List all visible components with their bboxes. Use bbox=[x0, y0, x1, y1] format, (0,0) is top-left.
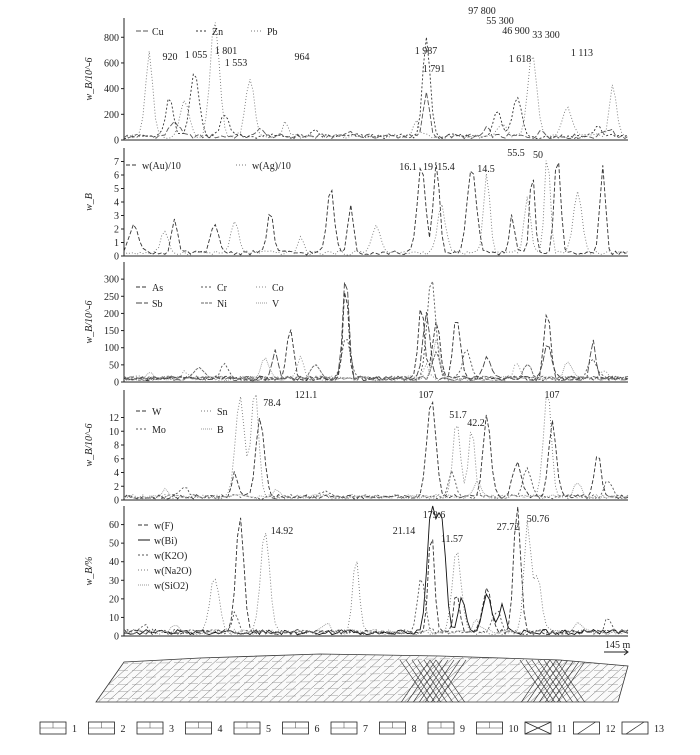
y-tick-label: 12 bbox=[109, 413, 119, 424]
legend-number: 4 bbox=[217, 724, 223, 735]
legend-entry bbox=[136, 407, 162, 418]
legend-label: w(K2O) bbox=[154, 551, 188, 562]
legend-label: w(Au)/10 bbox=[142, 161, 181, 172]
legend-lithology-13 bbox=[622, 722, 664, 735]
legend-lithology-7 bbox=[331, 722, 368, 735]
legend-entry bbox=[256, 283, 284, 294]
legend-entry bbox=[196, 27, 223, 38]
legend-number: 6 bbox=[314, 724, 320, 735]
y-tick-label: 10 bbox=[109, 426, 119, 438]
data-label: 51.7 bbox=[449, 410, 467, 421]
data-label: 14.92 bbox=[270, 526, 294, 537]
legend-entry bbox=[201, 299, 227, 310]
series-line-wk2o bbox=[124, 579, 628, 634]
data-label: 15.4 bbox=[437, 162, 455, 173]
data-label: 1 791 bbox=[422, 64, 446, 75]
legend-number: 7 bbox=[363, 724, 368, 735]
y-tick-label: 300 bbox=[104, 274, 119, 286]
legend-entry bbox=[251, 27, 278, 38]
y-tick-label: 30 bbox=[109, 575, 119, 587]
data-label: 16.1 bbox=[399, 162, 417, 173]
y-tick-label: 0 bbox=[114, 377, 119, 389]
legend-entry bbox=[138, 521, 173, 532]
y-tick-label: 20 bbox=[109, 594, 119, 606]
data-label: 42.2 bbox=[467, 418, 485, 429]
data-label: 920 bbox=[162, 52, 178, 63]
chart-panel-3 bbox=[84, 262, 628, 389]
data-label: 1 987 bbox=[414, 46, 438, 57]
chart-panels bbox=[84, 6, 628, 643]
y-tick-label: 50 bbox=[109, 360, 119, 372]
series-line-b bbox=[124, 481, 628, 499]
series-line-sn bbox=[124, 395, 628, 499]
series-line-cr bbox=[124, 281, 628, 380]
y-tick-label: 0 bbox=[114, 135, 119, 147]
legend-label: As bbox=[152, 283, 164, 294]
legend-label: Ni bbox=[217, 299, 227, 310]
y-tick-label: 40 bbox=[109, 557, 119, 569]
data-label: 33 300 bbox=[532, 30, 560, 41]
y-tick-label: 8 bbox=[114, 440, 119, 452]
legend-lithology-3 bbox=[137, 722, 174, 735]
data-label: 14.5 bbox=[477, 164, 495, 175]
geological-section bbox=[60, 650, 700, 704]
legend-label: w(Ag)/10 bbox=[252, 161, 291, 172]
y-tick-label: 1 bbox=[114, 238, 119, 249]
legend-label: Zn bbox=[212, 27, 224, 38]
series-line-cu bbox=[124, 92, 628, 139]
legend-number: 11 bbox=[557, 724, 567, 735]
legend-entry bbox=[136, 283, 163, 294]
y-tick-label: 250 bbox=[104, 291, 119, 303]
chart-panel-5 bbox=[84, 506, 628, 643]
series-line-wna2o bbox=[124, 520, 628, 634]
legend-entry bbox=[138, 566, 192, 577]
chart-panel-1 bbox=[84, 6, 628, 147]
data-label: 1 055 bbox=[184, 50, 208, 61]
y-tick-label: 600 bbox=[104, 58, 119, 70]
legend-number: 1 bbox=[72, 724, 77, 735]
legend-label: B bbox=[217, 425, 224, 436]
data-label: 78.4 bbox=[263, 398, 281, 409]
y-tick-label: 3 bbox=[114, 211, 119, 222]
data-label: 11.57 bbox=[440, 534, 464, 545]
legend-number: 13 bbox=[654, 724, 664, 735]
data-label: 121.1 bbox=[294, 390, 318, 401]
data-label: 21.14 bbox=[392, 526, 416, 537]
series-line-wf bbox=[124, 507, 628, 635]
legend-number: 5 bbox=[266, 724, 271, 735]
y-tick-label: 0 bbox=[114, 495, 119, 507]
y-axis-label: w_B/10^-6 bbox=[84, 300, 95, 344]
data-label: 1 801 bbox=[214, 46, 238, 57]
series-line-wag10 bbox=[124, 161, 628, 255]
lithology-legend bbox=[40, 722, 664, 735]
y-tick-label: 4 bbox=[114, 468, 119, 479]
legend-label: w(Na2O) bbox=[154, 566, 192, 577]
legend-lithology-9 bbox=[428, 722, 465, 735]
legend-lithology-11 bbox=[525, 722, 567, 735]
legend-label: w(Bi) bbox=[154, 536, 178, 547]
y-tick-label: 6 bbox=[114, 454, 119, 466]
y-tick-label: 2 bbox=[114, 481, 119, 493]
series-line-wau10 bbox=[124, 162, 628, 255]
series-line-sb bbox=[124, 282, 628, 380]
y-axis-label: w_B/% bbox=[84, 556, 95, 586]
series-line-mo bbox=[124, 468, 628, 499]
scale-label: 145 m bbox=[605, 640, 631, 651]
data-label: 55.5 bbox=[507, 148, 525, 159]
legend-label: Sn bbox=[217, 407, 228, 418]
data-label: 19 bbox=[423, 162, 433, 173]
data-label: 1 553 bbox=[224, 58, 248, 69]
legend-label: w(SiO2) bbox=[154, 581, 189, 592]
data-label: 107 bbox=[418, 390, 434, 401]
legend-lithology-1 bbox=[40, 722, 77, 735]
legend-label: Pb bbox=[267, 27, 278, 38]
y-tick-label: 5 bbox=[114, 184, 119, 195]
legend-label: Co bbox=[272, 283, 284, 294]
y-tick-label: 100 bbox=[104, 343, 119, 355]
y-tick-label: 60 bbox=[109, 520, 119, 532]
legend-lithology-6 bbox=[283, 722, 320, 735]
legend-label: Sb bbox=[152, 299, 163, 310]
data-label: 27.72 bbox=[496, 522, 520, 533]
legend-entry bbox=[136, 27, 164, 38]
y-axis-label: w_B bbox=[84, 193, 95, 211]
y-tick-label: 400 bbox=[104, 84, 119, 96]
y-tick-label: 0 bbox=[114, 251, 119, 263]
legend-lithology-12 bbox=[574, 722, 616, 735]
legend-entry bbox=[138, 536, 177, 547]
legend-number: 12 bbox=[605, 724, 616, 735]
data-label: 107 bbox=[544, 390, 560, 401]
data-label: 964 bbox=[294, 52, 310, 63]
scale-bar bbox=[604, 640, 631, 655]
chart-panel-4 bbox=[84, 390, 628, 507]
legend-entry bbox=[136, 299, 163, 310]
legend-label: Mo bbox=[152, 425, 166, 436]
legend-entry bbox=[138, 551, 187, 562]
series-line-wbi bbox=[124, 506, 628, 635]
y-tick-label: 50 bbox=[109, 538, 119, 550]
legend-entry bbox=[136, 425, 166, 436]
legend-lithology-5 bbox=[234, 722, 271, 735]
legend-number: 10 bbox=[508, 724, 519, 735]
legend-entry bbox=[201, 407, 228, 418]
y-tick-label: 2 bbox=[114, 224, 119, 236]
data-label: 50 bbox=[533, 150, 543, 161]
legend-entry bbox=[256, 299, 280, 310]
legend-entry bbox=[201, 283, 228, 294]
legend-label: Cu bbox=[152, 27, 164, 38]
legend-label: V bbox=[272, 299, 280, 310]
y-tick-label: 10 bbox=[109, 612, 119, 624]
y-tick-label: 150 bbox=[104, 326, 119, 338]
data-label: 1 113 bbox=[570, 48, 594, 59]
legend-lithology-10 bbox=[477, 722, 519, 735]
legend-number: 9 bbox=[460, 724, 465, 735]
y-tick-label: 800 bbox=[104, 32, 119, 44]
legend-label: Cr bbox=[217, 283, 227, 294]
legend-lithology-2 bbox=[89, 722, 126, 735]
legend-entry bbox=[138, 581, 188, 592]
y-axis-label: w_B/10^-6 bbox=[84, 423, 95, 467]
y-tick-label: 4 bbox=[114, 197, 119, 209]
legend-number: 3 bbox=[169, 724, 174, 735]
y-tick-label: 0 bbox=[114, 631, 119, 643]
legend-lithology-4 bbox=[186, 722, 223, 735]
data-label: 46 900 bbox=[502, 26, 530, 37]
data-label: 179.6 bbox=[422, 510, 446, 521]
y-axis-label: w_B/10^-6 bbox=[84, 57, 95, 101]
y-tick-label: 200 bbox=[104, 109, 119, 121]
legend-number: 2 bbox=[120, 724, 126, 735]
data-label: 50.76 bbox=[526, 514, 550, 525]
legend-label: W bbox=[152, 407, 162, 418]
legend-entry bbox=[236, 161, 291, 172]
legend-number: 8 bbox=[411, 724, 417, 735]
data-label: 1 618 bbox=[508, 54, 532, 65]
y-tick-label: 7 bbox=[114, 157, 119, 168]
chart-panel-2 bbox=[84, 148, 628, 263]
legend-entry bbox=[201, 425, 224, 436]
y-tick-label: 200 bbox=[104, 308, 119, 320]
legend-lithology-8 bbox=[380, 722, 417, 735]
legend-entry bbox=[126, 161, 181, 172]
y-tick-label: 6 bbox=[114, 170, 119, 182]
legend-label: w(F) bbox=[154, 521, 174, 532]
data-label: 55 300 bbox=[486, 16, 514, 27]
data-label: 97 800 bbox=[468, 6, 496, 17]
